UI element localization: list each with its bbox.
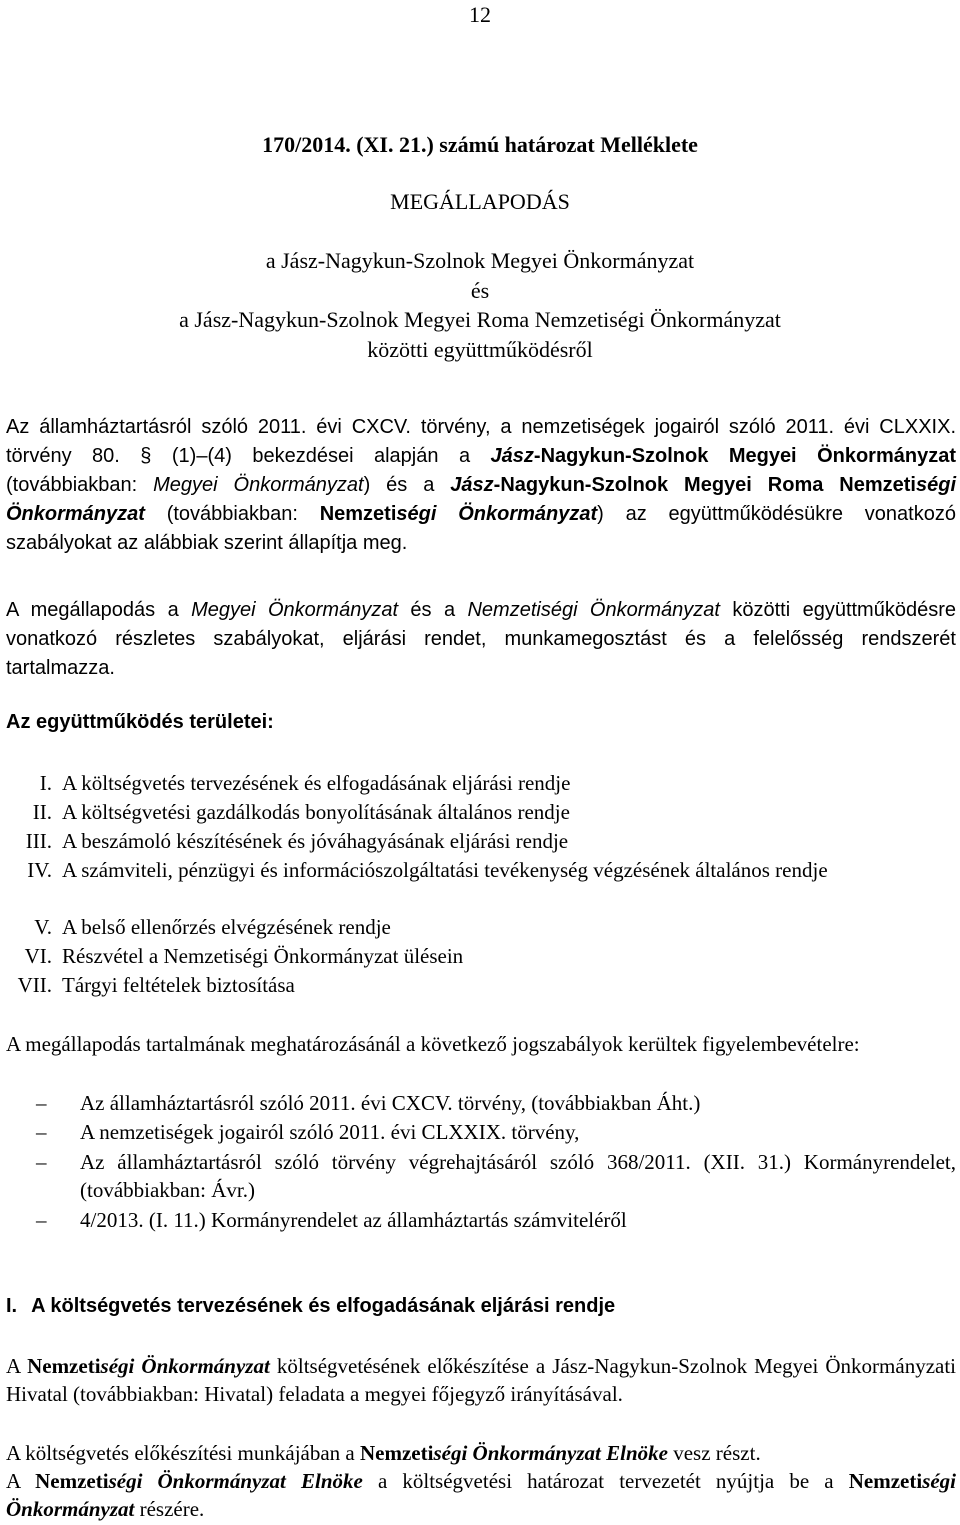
party-one: a Jász-Nagykun-Szolnok Megyei Önkormányzat <box>265 248 695 273</box>
document-page: 12 170/2014. (XI. 21.) számú határozat Melléklete MEGÁLLAPODÁS a Jász-Nagykun-Szolnok Megyei Önkormányzat és a Jász-Nagykun-Szolnok Megyei Roma Nemzetiségi Önkormányzat közötti együttműködésről Az államháztartásról szóló 2011. évi CXCV. törvény, a nemzetiségek jogairól szóló 2011. évi CLXXIX. törvény 80. § (1)–(4) bekezdései alapján a Jász-Nagykun-Szolnok Megyei Önkormányzat (továbbiakban: Megyei Önkormányzat) és a Jász-Nagykun-Szolnok Megyei Roma Nemzetiségi Önkormányzat (továbbiakban: Nemzetiségi Önkormányzat) az együttműködésükre vonatkozó szabályokat az alábbiak szerint állapítja meg. A megállapodás a Megyei Önkormányzat és a Nemzetiségi Önkormányzat közötti együttműködésre vonatkozó részletes szabályokat, eljárási rendet, munkamegosztást és a felelősség rendszerét tartalmazza. Az együttműködés területei: I. A költségvetés tervezésének és elfogadásának eljárási rendje II. A költségvetési gazdálkodás bonyolításának általános rendje III. A beszámoló készítésének és jóváhagyásának eljárási rendje IV. A számviteli, pénzügyi és információszolgáltatási tevékenység végzésének általános rendje V. A belső ellenőrzés elvégzésének rendje VI. Részvétel a Nemzetiségi Önkormányzat ülésein VII. Tárgyi feltételek biztosítása A megállapodás tartalmának meghatározásánál a következő jogszabályok kerültek figyelembevételre: – Az államháztartásról szóló 2011. évi CXCV. törvény, (továbbiakban Áht.) – A nemzetiségek jogairól szóló 2011. évi CLXXIX. törvény, – Az államháztartásról szóló törvény végrehajtásáról szóló 368/2011. (XII. 31.) Kormányrendelet, (továbbiakban: Ávr.) – 4/2013. (I. 11.) Kormányrendelet az államháztartás számviteléről I. A költségvetés tervezésének és elfogadásának eljárási rendje A Nemzetiségi Önkormányzat költségvetésének előkészítése a Jász-Nagykun-Szolnok Megyei Önkormányzati Hivatal (továbbiakban: Hivatal) feladata a megyei főjegyző irányításával. A költségvetés előkészítési munkájában a Nemzetiségi Önkormányzat Elnöke vesz részt. A Nemzetiségi Önkormányzat Elnöke a költségvetési határozat tervezetét nyújtja be a Nemzetiségi Önkormányzat részére. <box>0 0 960 1525</box>
areas-heading: Az együttműködés területei: <box>6 711 274 733</box>
subject-line: közötti együttműködésről <box>367 337 593 362</box>
resolution-title: 170/2014. (XI. 21.) számú határozat Melléklete <box>262 132 698 157</box>
page-number: 12 <box>469 2 491 27</box>
laws-intro: A megállapodás tartalmának meghatározásánál a következő jogszabályok kerültek figyelembevételre: <box>6 1032 860 1056</box>
conjunction: és <box>470 278 490 303</box>
scope-paragraph: A megállapodás a Megyei Önkormányzat és a Nemzetiségi Önkormányzat közötti együttműködésre vonatkozó részletes szabályokat, eljárási rendet, munkamegosztást és a felelősség rendszerét tartalmazza. <box>6 599 956 679</box>
section-paragraph: A költségvetés előkészítési munkájában a Nemzetiségi Önkormányzat Elnöke vesz részt. <box>6 1441 761 1465</box>
section-paragraph: A Nemzetiségi Önkormányzat Elnöke a költségvetési határozat tervezetét nyújtja be a Nemzetiségi Önkormányzat részére. <box>6 1469 957 1521</box>
section-heading: I. A költségvetés tervezésének és elfogadásának eljárási rendje <box>6 1295 616 1317</box>
agreement-title: MEGÁLLAPODÁS <box>390 189 570 214</box>
section-paragraph: A Nemzetiségi Önkormányzat költségvetésének előkészítése a Jász-Nagykun-Szolnok Megyei Önkormányzati Hivatal (továbbiakban: Hivatal) feladata a megyei főjegyző irányításával. <box>6 1354 956 1406</box>
intro-paragraph: Az államháztartásról szóló 2011. évi CXCV. törvény, a nemzetiségek jogairól szóló 2011. évi CLXXIX. törvény 80. § (1)–(4) bekezdései alapján a Jász-Nagykun-Szolnok Megyei Önkormányzat (továbbiakban: Megyei Önkormányzat) és a Jász-Nagykun-Szolnok Megyei Roma Nemzetiségi Önkormányzat (továbbiakban: Nemzetiségi Önkormányzat) az együttműködésükre vonatkozó szabályokat az alábbiak szerint állapítja meg. <box>6 416 957 554</box>
party-two: a Jász-Nagykun-Szolnok Megyei Roma Nemzetiségi Önkormányzat <box>179 307 781 332</box>
